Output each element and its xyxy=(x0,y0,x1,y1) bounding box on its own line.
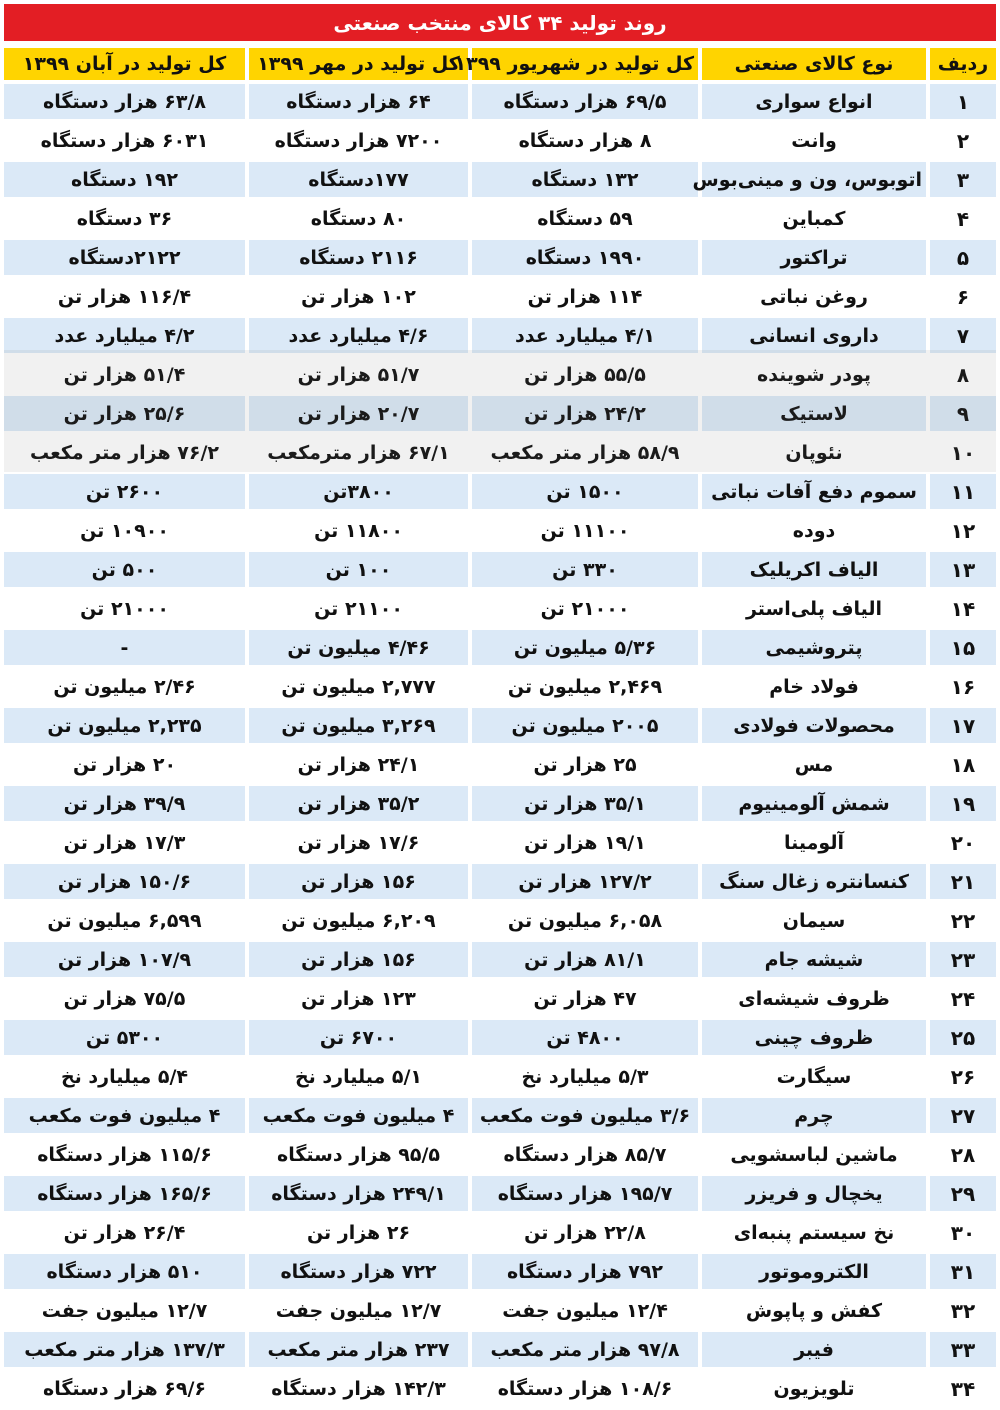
value-aban: ۱۲/۷ میلیون جفت xyxy=(4,1293,245,1328)
row-index: ۱۸ xyxy=(926,747,996,782)
value-shahrivar: ۴۸۰۰ تن xyxy=(468,1020,698,1055)
product-name: انواع سواری xyxy=(698,84,926,119)
value-aban: ۳۹/۹ هزار تن xyxy=(4,786,245,821)
row-index: ۲۲ xyxy=(926,903,996,938)
product-name: سیگارت xyxy=(698,1059,926,1094)
product-name: کنسانتره زغال سنگ xyxy=(698,864,926,899)
value-mehr: ۱۵۶ هزار تن xyxy=(245,864,468,899)
value-aban: ۲/۴۶ میلیون تن xyxy=(4,669,245,704)
value-aban: ۵۰۰ تن xyxy=(4,552,245,587)
header-shahrivar: کل تولید در شهریور ۱۳۹۹ xyxy=(468,48,698,80)
value-mehr: ۲۰/۷ هزار تن xyxy=(245,396,468,431)
value-shahrivar: ۸ هزار دستگاه xyxy=(468,123,698,158)
product-name: چرم xyxy=(698,1098,926,1133)
value-aban: ۳۶ دستگاه xyxy=(4,201,245,236)
value-aban: ۴ میلیون فوت مکعب xyxy=(4,1098,245,1133)
product-name: کفش و پاپوش xyxy=(698,1293,926,1328)
product-name: فیبر xyxy=(698,1332,926,1367)
row-index: ۳۰ xyxy=(926,1215,996,1250)
value-mehr: ۱۲/۷ میلیون جفت xyxy=(245,1293,468,1328)
product-name: روغن نباتی xyxy=(698,279,926,314)
value-mehr: ۲۶ هزار تن xyxy=(245,1215,468,1250)
value-shahrivar: ۷۹۲ هزار دستگاه xyxy=(468,1254,698,1289)
table-row xyxy=(4,201,996,236)
table-row xyxy=(4,1176,996,1211)
value-shahrivar: ۳/۶ میلیون فوت مکعب xyxy=(468,1098,698,1133)
table-row xyxy=(4,357,996,392)
value-shahrivar: ۳۵/۱ هزار تن xyxy=(468,786,698,821)
value-aban: ۷۶/۲ هزار متر مکعب xyxy=(4,435,245,470)
row-index: ۱۱ xyxy=(926,474,996,509)
value-mehr: ۲۳۷ هزار متر مکعب xyxy=(245,1332,468,1367)
value-aban: ۱۶۵/۶ هزار دستگاه xyxy=(4,1176,245,1211)
product-name: شمش آلومینیوم xyxy=(698,786,926,821)
table-row xyxy=(4,162,996,197)
product-name: محصولات فولادی xyxy=(698,708,926,743)
value-shahrivar: ۵/۳ میلیارد نخ xyxy=(468,1059,698,1094)
row-index: ۱۶ xyxy=(926,669,996,704)
value-shahrivar: ۲,۴۶۹ میلیون تن xyxy=(468,669,698,704)
header-aban: کل تولید در آبان ۱۳۹۹ xyxy=(4,48,245,80)
row-index: ۵ xyxy=(926,240,996,275)
row-index: ۲۱ xyxy=(926,864,996,899)
value-mehr: ۴/۴۶ میلیون تن xyxy=(245,630,468,665)
value-mehr: ۳,۲۶۹ میلیون تن xyxy=(245,708,468,743)
row-index: ۲۰ xyxy=(926,825,996,860)
product-name: شیشه جام xyxy=(698,942,926,977)
product-name: اتوبوس، ون و مینی‌بوس xyxy=(698,162,926,197)
product-name: فولاد خام xyxy=(698,669,926,704)
value-aban: ۱۱۶/۴ هزار تن xyxy=(4,279,245,314)
table-title: روند تولید ۳۴ کالای منتخب صنعتی xyxy=(4,4,996,41)
value-mehr: ۶۷۰۰ تن xyxy=(245,1020,468,1055)
value-mehr: ۷۲۲ هزار دستگاه xyxy=(245,1254,468,1289)
table-row xyxy=(4,747,996,782)
value-aban: ۶۳/۸ هزار دستگاه xyxy=(4,84,245,119)
value-mehr: ۱۷۷دستگاه xyxy=(245,162,468,197)
row-index: ۴ xyxy=(926,201,996,236)
product-name: ظروف چینی xyxy=(698,1020,926,1055)
row-index: ۳۱ xyxy=(926,1254,996,1289)
table-row xyxy=(4,981,996,1016)
table-row xyxy=(4,396,996,431)
value-mehr: ۴ میلیون فوت مکعب xyxy=(245,1098,468,1133)
row-index: ۱۹ xyxy=(926,786,996,821)
value-shahrivar: ۱۹۹۰ دستگاه xyxy=(468,240,698,275)
table-row xyxy=(4,825,996,860)
value-shahrivar: ۵۹ دستگاه xyxy=(468,201,698,236)
table-row xyxy=(4,1137,996,1172)
value-mehr: ۵/۱ میلیارد نخ xyxy=(245,1059,468,1094)
row-index: ۱۳ xyxy=(926,552,996,587)
value-aban: ۲۱۲۲دستگاه xyxy=(4,240,245,275)
value-mehr: ۳۸۰۰تن xyxy=(245,474,468,509)
table-row xyxy=(4,552,996,587)
table-row xyxy=(4,279,996,314)
table-row xyxy=(4,903,996,938)
value-aban: ۵۱۰ هزار دستگاه xyxy=(4,1254,245,1289)
header-row xyxy=(4,48,996,80)
table-row xyxy=(4,708,996,743)
value-aban: - xyxy=(4,630,245,665)
table-row xyxy=(4,669,996,704)
value-shahrivar: ۵۵/۵ هزار تن xyxy=(468,357,698,392)
product-name: کمباین xyxy=(698,201,926,236)
row-index: ۱ xyxy=(926,84,996,119)
value-aban: ۷۵/۵ هزار تن xyxy=(4,981,245,1016)
table-row xyxy=(4,864,996,899)
table-row xyxy=(4,318,996,353)
value-mehr: ۲,۷۷۷ میلیون تن xyxy=(245,669,468,704)
table-row xyxy=(4,1059,996,1094)
row-index: ۸ xyxy=(926,357,996,392)
table-row xyxy=(4,1254,996,1289)
product-name: وانت xyxy=(698,123,926,158)
value-shahrivar: ۵/۳۶ میلیون تن xyxy=(468,630,698,665)
table-row xyxy=(4,474,996,509)
value-mehr: ۱۱۸۰۰ تن xyxy=(245,513,468,548)
product-name: الیاف پلی‌استر xyxy=(698,591,926,626)
value-mehr: ۵۱/۷ هزار تن xyxy=(245,357,468,392)
table-row xyxy=(4,123,996,158)
value-aban: ۲,۲۳۵ میلیون تن xyxy=(4,708,245,743)
value-aban: ۲۶۰۰ تن xyxy=(4,474,245,509)
value-aban: ۶۹/۶ هزار دستگاه xyxy=(4,1371,245,1406)
row-index: ۳۳ xyxy=(926,1332,996,1367)
row-index: ۲۵ xyxy=(926,1020,996,1055)
value-shahrivar: ۹۷/۸ هزار متر مکعب xyxy=(468,1332,698,1367)
value-aban: ۵/۴ میلیارد نخ xyxy=(4,1059,245,1094)
value-aban: ۵۱/۴ هزار تن xyxy=(4,357,245,392)
value-mehr: ۸۰ دستگاه xyxy=(245,201,468,236)
value-aban: ۱۰۷/۹ هزار تن xyxy=(4,942,245,977)
value-aban: ۶۰۳۱ هزار دستگاه xyxy=(4,123,245,158)
value-mehr: ۱۷/۶ هزار تن xyxy=(245,825,468,860)
product-name: دوده xyxy=(698,513,926,548)
table-row xyxy=(4,513,996,548)
header-index: ردیف xyxy=(926,48,996,80)
row-index: ۱۷ xyxy=(926,708,996,743)
table-row xyxy=(4,630,996,665)
row-index: ۷ xyxy=(926,318,996,353)
value-shahrivar: ۲۴/۲ هزار تن xyxy=(468,396,698,431)
value-aban: ۲۶/۴ هزار تن xyxy=(4,1215,245,1250)
row-index: ۶ xyxy=(926,279,996,314)
value-mehr: ۲۱۱۶ دستگاه xyxy=(245,240,468,275)
value-shahrivar: ۲۲/۸ هزار تن xyxy=(468,1215,698,1250)
product-name: الیاف اکریلیک xyxy=(698,552,926,587)
row-index: ۲۶ xyxy=(926,1059,996,1094)
table-row xyxy=(4,1215,996,1250)
value-shahrivar: ۱۱۴ هزار تن xyxy=(468,279,698,314)
row-index: ۳۴ xyxy=(926,1371,996,1406)
value-aban: ۱۱۵/۶ هزار دستگاه xyxy=(4,1137,245,1172)
value-mehr: ۱۵۶ هزار تن xyxy=(245,942,468,977)
value-shahrivar: ۱۲۷/۲ هزار تن xyxy=(468,864,698,899)
product-name: آلومینا xyxy=(698,825,926,860)
value-mehr: ۱۲۳ هزار تن xyxy=(245,981,468,1016)
value-aban: ۱۵۰/۶ هزار تن xyxy=(4,864,245,899)
row-index: ۹ xyxy=(926,396,996,431)
value-shahrivar: ۲۰۰۵ میلیون تن xyxy=(468,708,698,743)
value-mehr: ۱۰۲ هزار تن xyxy=(245,279,468,314)
table-row xyxy=(4,240,996,275)
product-name: سیمان xyxy=(698,903,926,938)
table-row xyxy=(4,1020,996,1055)
table-row xyxy=(4,435,996,470)
table-row xyxy=(4,1332,996,1367)
value-mehr: ۲۱۱۰۰ تن xyxy=(245,591,468,626)
value-aban: ۵۳۰۰ تن xyxy=(4,1020,245,1055)
row-index: ۱۵ xyxy=(926,630,996,665)
value-aban: ۲۵/۶ هزار تن xyxy=(4,396,245,431)
row-index: ۱۰ xyxy=(926,435,996,470)
table-row xyxy=(4,1098,996,1133)
product-name: پودر شوینده xyxy=(698,357,926,392)
value-aban: ۱۷/۳ هزار تن xyxy=(4,825,245,860)
value-shahrivar: ۱۲/۴ میلیون جفت xyxy=(468,1293,698,1328)
product-name: پتروشیمی xyxy=(698,630,926,665)
product-name: مس xyxy=(698,747,926,782)
product-name: نئوپان xyxy=(698,435,926,470)
value-mehr: ۳۵/۲ هزار تن xyxy=(245,786,468,821)
row-index: ۲۹ xyxy=(926,1176,996,1211)
value-shahrivar: ۵۸/۹ هزار متر مکعب xyxy=(468,435,698,470)
row-index: ۱۲ xyxy=(926,513,996,548)
product-name: ظروف شیشه‌ای xyxy=(698,981,926,1016)
row-index: ۱۴ xyxy=(926,591,996,626)
value-shahrivar: ۱۹/۱ هزار تن xyxy=(468,825,698,860)
value-shahrivar: ۸۱/۱ هزار تن xyxy=(468,942,698,977)
value-aban: ۱۳۷/۳ هزار متر مکعب xyxy=(4,1332,245,1367)
row-index: ۲۷ xyxy=(926,1098,996,1133)
header-name: نوع کالای صنعتی xyxy=(698,48,926,80)
value-shahrivar: ۱۳۲ دستگاه xyxy=(468,162,698,197)
product-name: ماشین لباسشویی xyxy=(698,1137,926,1172)
value-shahrivar: ۴۷ هزار تن xyxy=(468,981,698,1016)
value-shahrivar: ۶,۰۵۸ میلیون تن xyxy=(468,903,698,938)
row-index: ۲ xyxy=(926,123,996,158)
value-shahrivar: ۳۳۰ تن xyxy=(468,552,698,587)
product-name: تلویزیون xyxy=(698,1371,926,1406)
value-mehr: ۴/۶ میلیارد عدد xyxy=(245,318,468,353)
value-mehr: ۶,۲۰۹ میلیون تن xyxy=(245,903,468,938)
value-aban: ۲۱۰۰۰ تن xyxy=(4,591,245,626)
row-index: ۲۸ xyxy=(926,1137,996,1172)
value-mehr: ۹۵/۵ هزار دستگاه xyxy=(245,1137,468,1172)
product-name: لاستیک xyxy=(698,396,926,431)
product-name: نخ سیستم پنبه‌ای xyxy=(698,1215,926,1250)
header-mehr: کل تولید در مهر ۱۳۹۹ xyxy=(245,48,468,80)
row-index: ۳ xyxy=(926,162,996,197)
value-mehr: ۲۴/۱ هزار تن xyxy=(245,747,468,782)
production-table xyxy=(4,44,996,1410)
value-mehr: ۲۴۹/۱ هزار دستگاه xyxy=(245,1176,468,1211)
value-mehr: ۱۴۲/۳ هزار دستگاه xyxy=(245,1371,468,1406)
row-index: ۲۴ xyxy=(926,981,996,1016)
value-shahrivar: ۱۵۰۰ تن xyxy=(468,474,698,509)
table-row xyxy=(4,786,996,821)
value-mehr: ۶۷/۱ هزار مترمکعب xyxy=(245,435,468,470)
value-mehr: ۷۲۰۰ هزار دستگاه xyxy=(245,123,468,158)
value-aban: ۱۹۲ دستگاه xyxy=(4,162,245,197)
value-shahrivar: ۲۵ هزار تن xyxy=(468,747,698,782)
product-name: تراکتور xyxy=(698,240,926,275)
product-name: الکتروموتور xyxy=(698,1254,926,1289)
product-name: داروی انسانی xyxy=(698,318,926,353)
value-aban: ۱۰۹۰۰ تن xyxy=(4,513,245,548)
value-shahrivar: ۸۵/۷ هزار دستگاه xyxy=(468,1137,698,1172)
product-name: سموم دفع آفات نباتی xyxy=(698,474,926,509)
value-aban: ۶,۵۹۹ میلیون تن xyxy=(4,903,245,938)
value-shahrivar: ۱۹۵/۷ هزار دستگاه xyxy=(468,1176,698,1211)
row-index: ۳۲ xyxy=(926,1293,996,1328)
table-row xyxy=(4,591,996,626)
product-name: یخچال و فریزر xyxy=(698,1176,926,1211)
value-aban: ۲۰ هزار تن xyxy=(4,747,245,782)
value-shahrivar: ۱۰۸/۶ هزار دستگاه xyxy=(468,1371,698,1406)
value-shahrivar: ۶۹/۵ هزار دستگاه xyxy=(468,84,698,119)
table-row xyxy=(4,1293,996,1328)
value-aban: ۴/۲ میلیارد عدد xyxy=(4,318,245,353)
value-shahrivar: ۲۱۰۰۰ تن xyxy=(468,591,698,626)
row-index: ۲۳ xyxy=(926,942,996,977)
table-row xyxy=(4,942,996,977)
value-mehr: ۱۰۰ تن xyxy=(245,552,468,587)
value-shahrivar: ۱۱۱۰۰ تن xyxy=(468,513,698,548)
value-shahrivar: ۴/۱ میلیارد عدد xyxy=(468,318,698,353)
value-mehr: ۶۴ هزار دستگاه xyxy=(245,84,468,119)
table-row xyxy=(4,1371,996,1406)
table-row xyxy=(4,84,996,119)
